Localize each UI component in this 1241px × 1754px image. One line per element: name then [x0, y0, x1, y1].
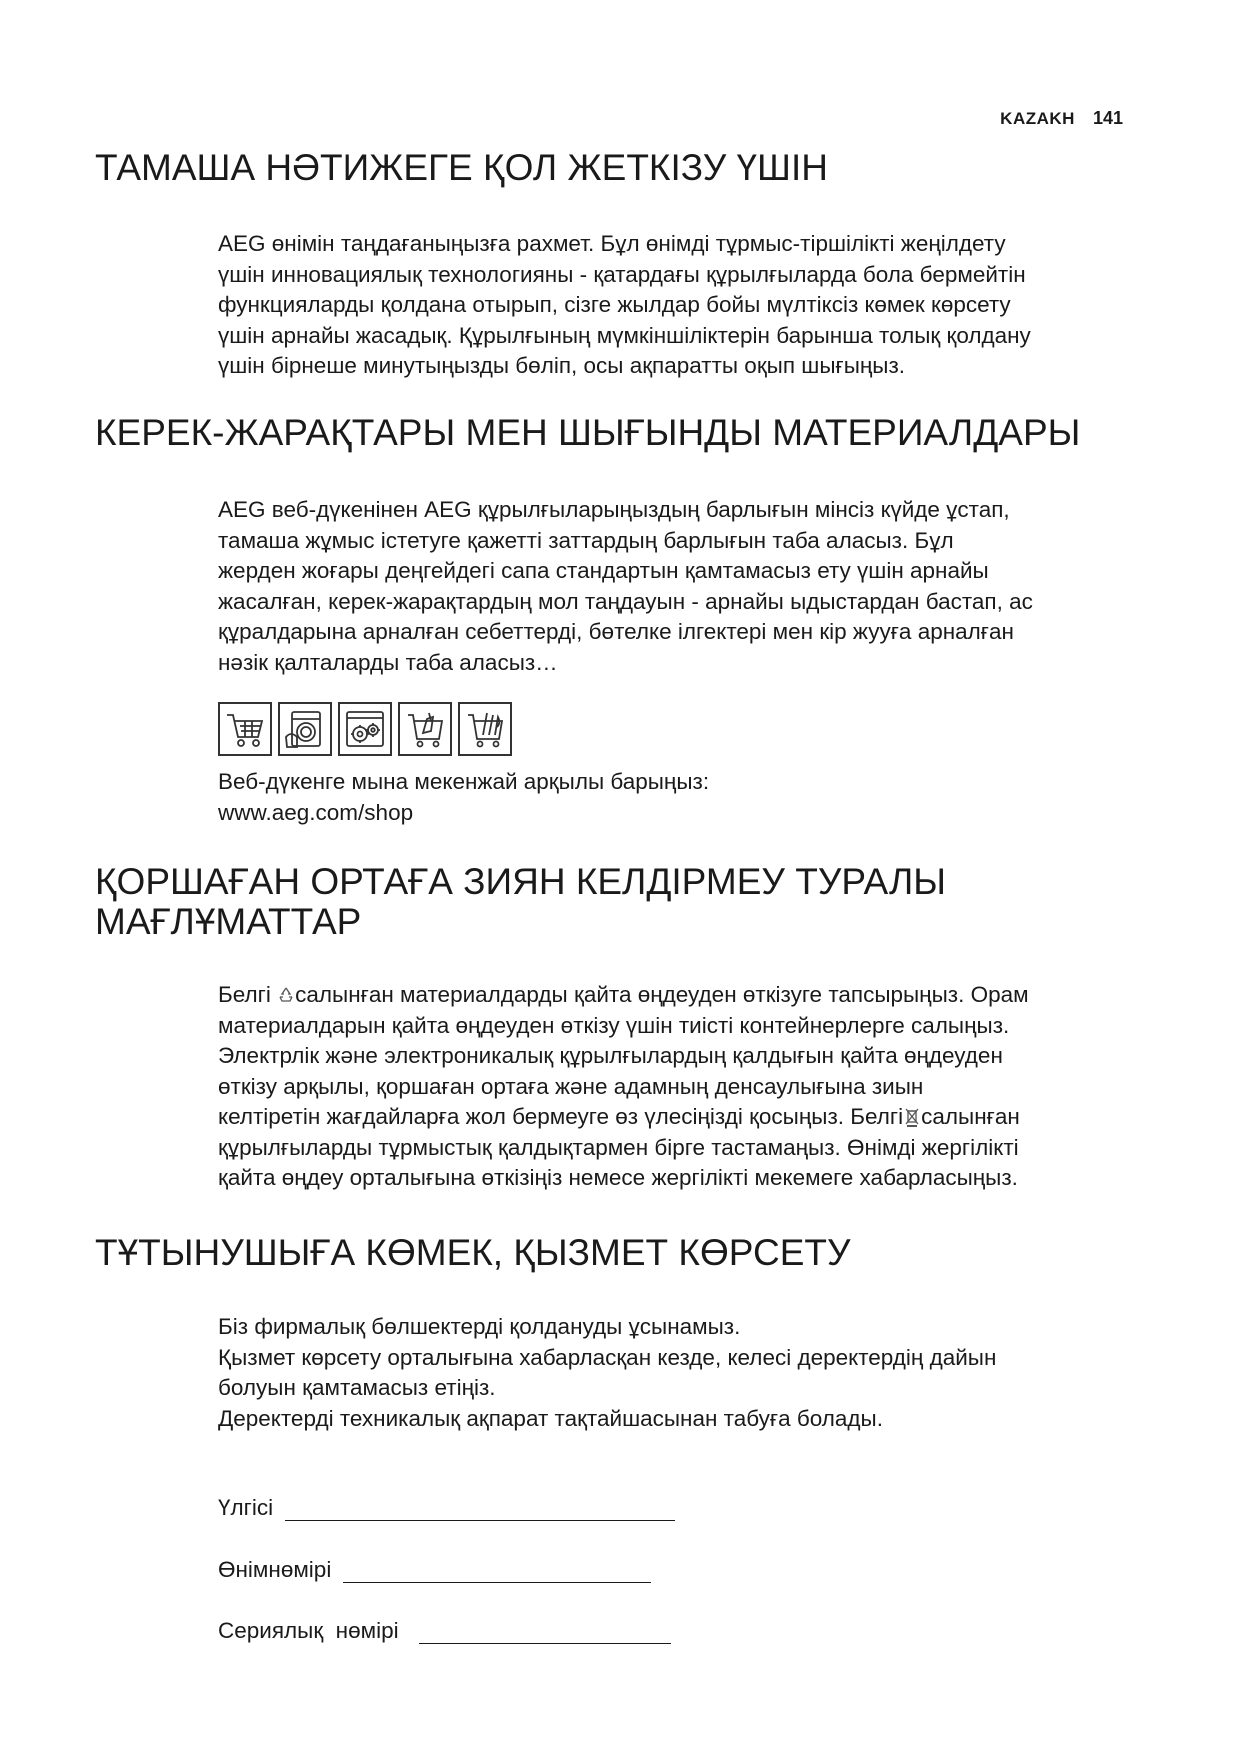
- environment-line-start: келтіретін жағдайларға жол бермеуге өз үлесіңізді қосыңыз. Белгі: [218, 1104, 904, 1129]
- support-line: Деректерді техникалық ақпарат тақтайшасынан табуға болады.: [218, 1405, 883, 1431]
- model-blank-line: [285, 1496, 675, 1521]
- environment-line: Электрлік және электроникалық құрылғылардың қалдығын қайта өңдеуден: [218, 1043, 1003, 1068]
- accessories-title: КЕРЕК-ЖАРАҚТАРЫ МЕН ШЫҒЫНДЫ МАТЕРИАЛДАРЫ: [95, 412, 1081, 453]
- gears-icon: [338, 702, 392, 756]
- accessories-line: AEG веб-дүкенінен AEG құрылғыларыңыздың барлығын мінсіз күйде ұстап,: [218, 497, 1010, 522]
- environment-line: [218, 980, 1148, 1011]
- washing-machine-icon: [278, 702, 332, 756]
- recycle-icon: [277, 985, 295, 1005]
- utensils-cart-icon: [458, 702, 512, 756]
- environment-title-line: ҚОРШАҒАН ОРТАҒА ЗИЯН КЕЛДІРМЕУ ТУРАЛЫ: [95, 861, 947, 902]
- support-paragraph: [218, 1312, 1148, 1434]
- intro-title: ТАМАША НӘТИЖЕГЕ ҚОЛ ЖЕТКІЗУ ҮШІН: [95, 147, 828, 188]
- crossed-bin-icon: [903, 1107, 921, 1127]
- intro-line: үшін инновациялық технологияны - қатардағы құрылғыларда бола бермейтін: [218, 261, 1026, 287]
- environment-paragraph: [218, 980, 1148, 1194]
- product-number-blank-line: [343, 1558, 651, 1583]
- environment-line: материалдарын қайта өңдеуден өткізу үшін тиісті контейнерлерге салыңыз.: [218, 1012, 1010, 1038]
- accessories-paragraph: [218, 495, 1148, 678]
- serial-number-label: Сериялық нөмірі: [218, 1618, 399, 1643]
- environment-title-line: МАҒЛҰМАТТАР: [95, 901, 362, 942]
- accessories-line: жасалған, керек-жарақтардың мол таңдауын - арнайы ыдыстардан бастап, ас: [218, 588, 1033, 614]
- accessories-line: нәзік қалталарды таба аласыз…: [218, 649, 558, 675]
- page-number: 141: [1092, 108, 1123, 128]
- support-title: ТҰТЫНУШЫҒА КӨМЕК, ҚЫЗМЕТ КӨРСЕТУ: [95, 1232, 851, 1273]
- shop-icons-row: [218, 702, 512, 756]
- serial-number-blank-line: [419, 1619, 671, 1644]
- environment-line-end: салынған: [921, 1104, 1020, 1129]
- support-line: Біз фирмалық бөлшектерді қолдануды ұсынамыз.: [218, 1314, 741, 1339]
- support-line: болуын қамтамасыз етіңіз.: [218, 1375, 496, 1400]
- product-number-field: [218, 1557, 651, 1583]
- basket-icon: [398, 702, 452, 756]
- environment-line-start: Белгі: [218, 982, 278, 1007]
- environment-line: [218, 1102, 1148, 1133]
- shop-url-link[interactable]: www.aeg.com/shop: [218, 799, 414, 825]
- accessories-line: тамаша жұмыс істетуге қажетті заттардың барлығын таба аласыз. Бұл: [218, 527, 954, 553]
- support-line: Қызмет көрсету орталығына хабарласқан кезде, келесі деректердің дайын: [218, 1344, 997, 1370]
- intro-line: функцияларды қолдана отырып, сізге жылдар бойы мүлтіксіз көмек көрсету: [218, 292, 1011, 317]
- intro-line: AEG өнімін таңдағаныңызға рахмет. Бұл өнімді тұрмыс-тіршілікті жеңілдету: [218, 231, 1006, 256]
- model-label: Үлгісі: [218, 1495, 274, 1520]
- environment-line: өткізу арқылы, қоршаған ортаға және адамның денсаулығына зиын: [218, 1073, 924, 1099]
- intro-line: үшін бірнеше минутыңызды бөліп, осы ақпаратты оқып шығыңыз.: [218, 353, 906, 378]
- intro-line: үшін арнайы жасадық. Құрылғының мүмкіншіліктерін барынша толық қолдану: [218, 322, 1031, 348]
- language-label: KAZAKH: [1000, 109, 1075, 128]
- product-number-label: Өнімнөмірі: [218, 1557, 332, 1582]
- environment-line: қайта өңдеу орталығына өткізіңіз немесе жергілікті мекемеге хабарласыңыз.: [218, 1165, 1018, 1190]
- accessories-line: құралдарына арналған себеттерді, бөтелке ілгектері мен кір жууға арналған: [218, 619, 1014, 644]
- shop-instruction: Веб-дүкенге мына мекенжай арқылы барыңыз:: [218, 769, 710, 794]
- page-header: [1000, 108, 1123, 129]
- environment-line-end: салынған материалдарды қайта өңдеуден өткізуге тапсырыңыз. Орам: [295, 982, 1029, 1007]
- accessories-line: жерден жоғары деңгейдегі сапа стандартын қамтамасыз ету үшін арнайы: [218, 558, 989, 583]
- environment-title: [95, 862, 1135, 942]
- environment-line: құрылғыларды тұрмыстық қалдықтармен бірге тастамаңыз. Өнімді жергілікті: [218, 1134, 1019, 1160]
- shop-paragraph: [218, 767, 1148, 828]
- intro-paragraph: [218, 229, 1148, 382]
- shopping-cart-icon: [218, 702, 272, 756]
- model-field: [218, 1495, 675, 1521]
- serial-number-field: [218, 1618, 671, 1644]
